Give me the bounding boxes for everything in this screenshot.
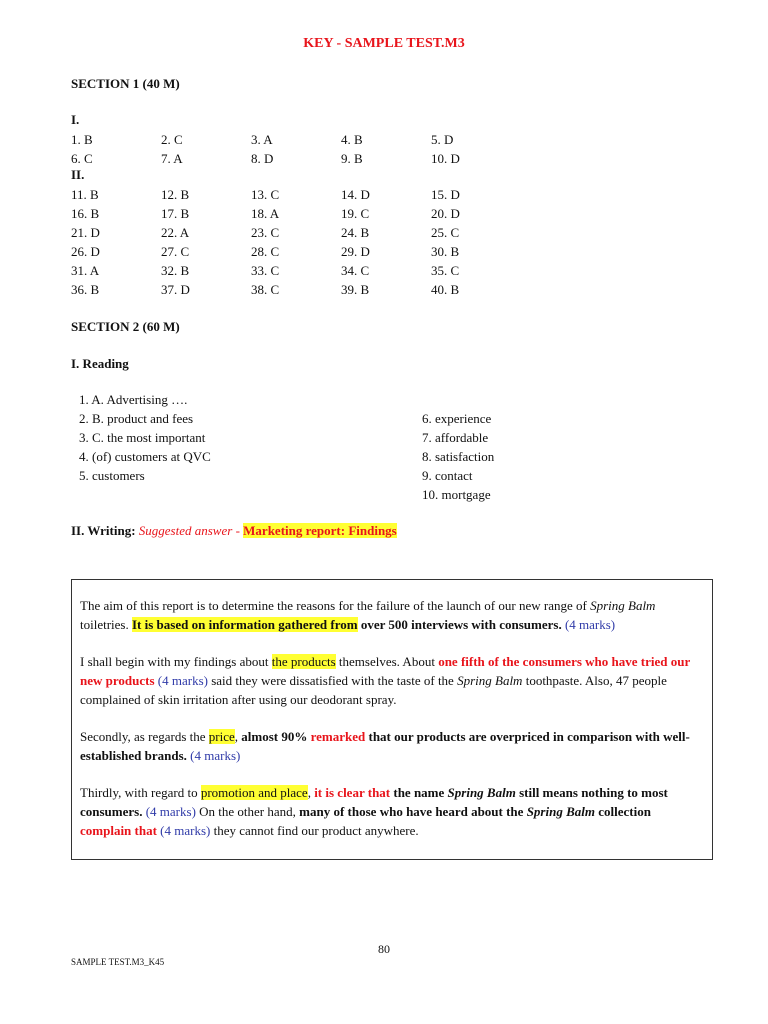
page-title: KEY - SAMPLE TEST.M3 [303,36,465,51]
report-box [71,579,713,860]
part2-answer-grid [71,185,531,299]
section1-heading: SECTION 1 (40 M) [71,76,180,91]
answer-cell: 27. C [161,244,190,259]
key-phrase: remarked [310,729,366,744]
answer-row [71,261,531,280]
brand-name: Spring Balm [457,673,523,688]
report-text: they cannot find our product anywhere. [210,823,419,838]
reading-answer: 7. affordable [422,430,489,445]
answer-cell: 34. C [341,263,370,278]
bold-phrase: still means nothing to most consumers. [80,785,668,819]
answer-cell: 33. C [251,263,280,278]
part2-label: II. [71,167,85,182]
report-paragraph-4 [80,783,705,840]
highlighted-phrase: promotion and place [200,785,308,800]
reading-answer: 2. B. product and fees [79,411,194,426]
brand-name: Spring Balm [590,598,656,613]
answer-cell: 10. D [431,151,460,166]
answer-row [71,204,531,223]
reading-answers-left [79,390,211,485]
report-text: I shall begin with my findings about [80,654,272,669]
reading-answer: 8. satisfaction [422,449,495,464]
answer-cell: 30. B [431,244,460,259]
answer-row [71,130,531,149]
reading-answer: 6. experience [422,411,492,426]
suggested-answer-label: Suggested answer [138,523,233,538]
answer-cell: 6. C [71,151,93,166]
part1-label: I. [71,112,80,127]
answer-row [71,242,531,261]
marks-note: (4 marks) [561,617,616,632]
answer-cell: 32. B [161,263,190,278]
report-text: said they were dissatisfied with the taste of the [207,673,458,688]
marks-note: (4 marks) [142,804,196,819]
bold-phrase: that our products are overpriced in comparison with well-established brands. [80,729,690,763]
section2-heading: SECTION 2 (60 M) [71,319,180,334]
answer-cell: 5. D [431,132,454,147]
report-text: toiletries. [80,617,132,632]
answer-cell: 13. C [251,187,280,202]
reading-answer: 5. customers [79,468,145,483]
footer-label: SAMPLE TEST.M3_K45 [71,957,165,967]
part1-answer-grid [71,130,531,168]
answer-cell: 29. D [341,244,370,259]
answer-cell: 7. A [161,151,183,166]
answer-cell: 26. D [71,244,100,259]
answer-cell: 14. D [341,187,370,202]
writing-label: II. Writing: [71,523,136,538]
writing-topic: Marketing report: Findings [243,523,397,538]
answer-row [71,149,531,168]
reading-answer: 10. mortgage [422,487,491,502]
bold-phrase: over 500 interviews with consumers. [357,617,562,632]
answer-cell: 22. A [161,225,190,240]
answer-cell: 11. B [71,187,99,202]
report-text: On the other hand, [195,804,300,819]
answer-cell: 17. B [161,206,190,221]
key-phrase: complain that [80,823,157,838]
answer-cell: 4. B [341,132,363,147]
highlighted-phrase: It is based on information gathered from [132,617,358,632]
writing-dash: - [232,523,244,538]
key-phrase: one fifth of the consumers who have tried our new products [80,654,690,688]
answer-cell: 21. D [71,225,100,240]
reading-answer: 1. A. Advertising …. [79,392,188,407]
answer-cell: 37. D [161,282,190,297]
marks-note: (4 marks) [186,748,241,763]
report-paragraph-2 [80,652,705,709]
report-text: toothpaste. Also, 47 people complained of skin irritation after using our deodorant spray. [80,673,667,707]
brand-name: Spring Balm [447,785,516,800]
answer-cell: 8. D [251,151,274,166]
answer-cell: 1. B [71,132,93,147]
answer-row [71,185,531,204]
marks-note: (4 marks) [156,823,211,838]
reading-answer: 4. (of) customers at QVC [79,449,211,464]
answer-cell: 31. A [71,263,100,278]
answer-cell: 15. D [431,187,460,202]
report-paragraph-3 [80,727,705,765]
report-text: The aim of this report is to determine the reasons for the failure of the launch of our new range of [80,598,591,613]
answer-cell: 23. C [251,225,280,240]
reading-answers-right [422,409,494,504]
bold-phrase: many of those who have heard about the [299,804,527,819]
answer-cell: 9. B [341,151,363,166]
report-text: , [307,785,315,800]
answer-cell: 18. A [251,206,280,221]
answer-cell: 39. B [341,282,370,297]
answer-row [71,280,531,299]
report-paragraph-1 [80,596,705,634]
brand-name: Spring Balm [526,804,595,819]
highlighted-phrase: the products [271,654,336,669]
answer-cell: 3. A [251,132,273,147]
report-text: Thirdly, with regard to [80,785,201,800]
reading-answer: 3. C. the most important [79,430,206,445]
bold-phrase: the name [390,785,448,800]
answer-cell: 38. C [251,282,280,297]
reading-heading: I. Reading [71,356,129,371]
answer-cell: 16. B [71,206,100,221]
answer-cell: 12. B [161,187,190,202]
highlighted-phrase: price [208,729,235,744]
key-phrase: it is clear that [314,785,391,800]
answer-cell: 40. B [431,282,460,297]
report-text: , [234,729,242,744]
answer-cell: 25. C [431,225,460,240]
answer-row [71,223,531,242]
writing-heading [71,523,397,539]
bold-phrase: almost 90% [241,729,311,744]
reading-answer: 9. contact [422,468,473,483]
marks-note: (4 marks) [154,673,208,688]
page-number: 80 [378,942,390,956]
bold-phrase: collection [594,804,651,819]
report-text: Secondly, as regards the [80,729,209,744]
answer-cell: 28. C [251,244,280,259]
answer-cell: 35. C [431,263,460,278]
answer-cell: 24. B [341,225,370,240]
answer-cell: 20. D [431,206,460,221]
answer-cell: 2. C [161,132,183,147]
answer-cell: 36. B [71,282,100,297]
answer-cell: 19. C [341,206,370,221]
report-text: themselves. About [335,654,439,669]
